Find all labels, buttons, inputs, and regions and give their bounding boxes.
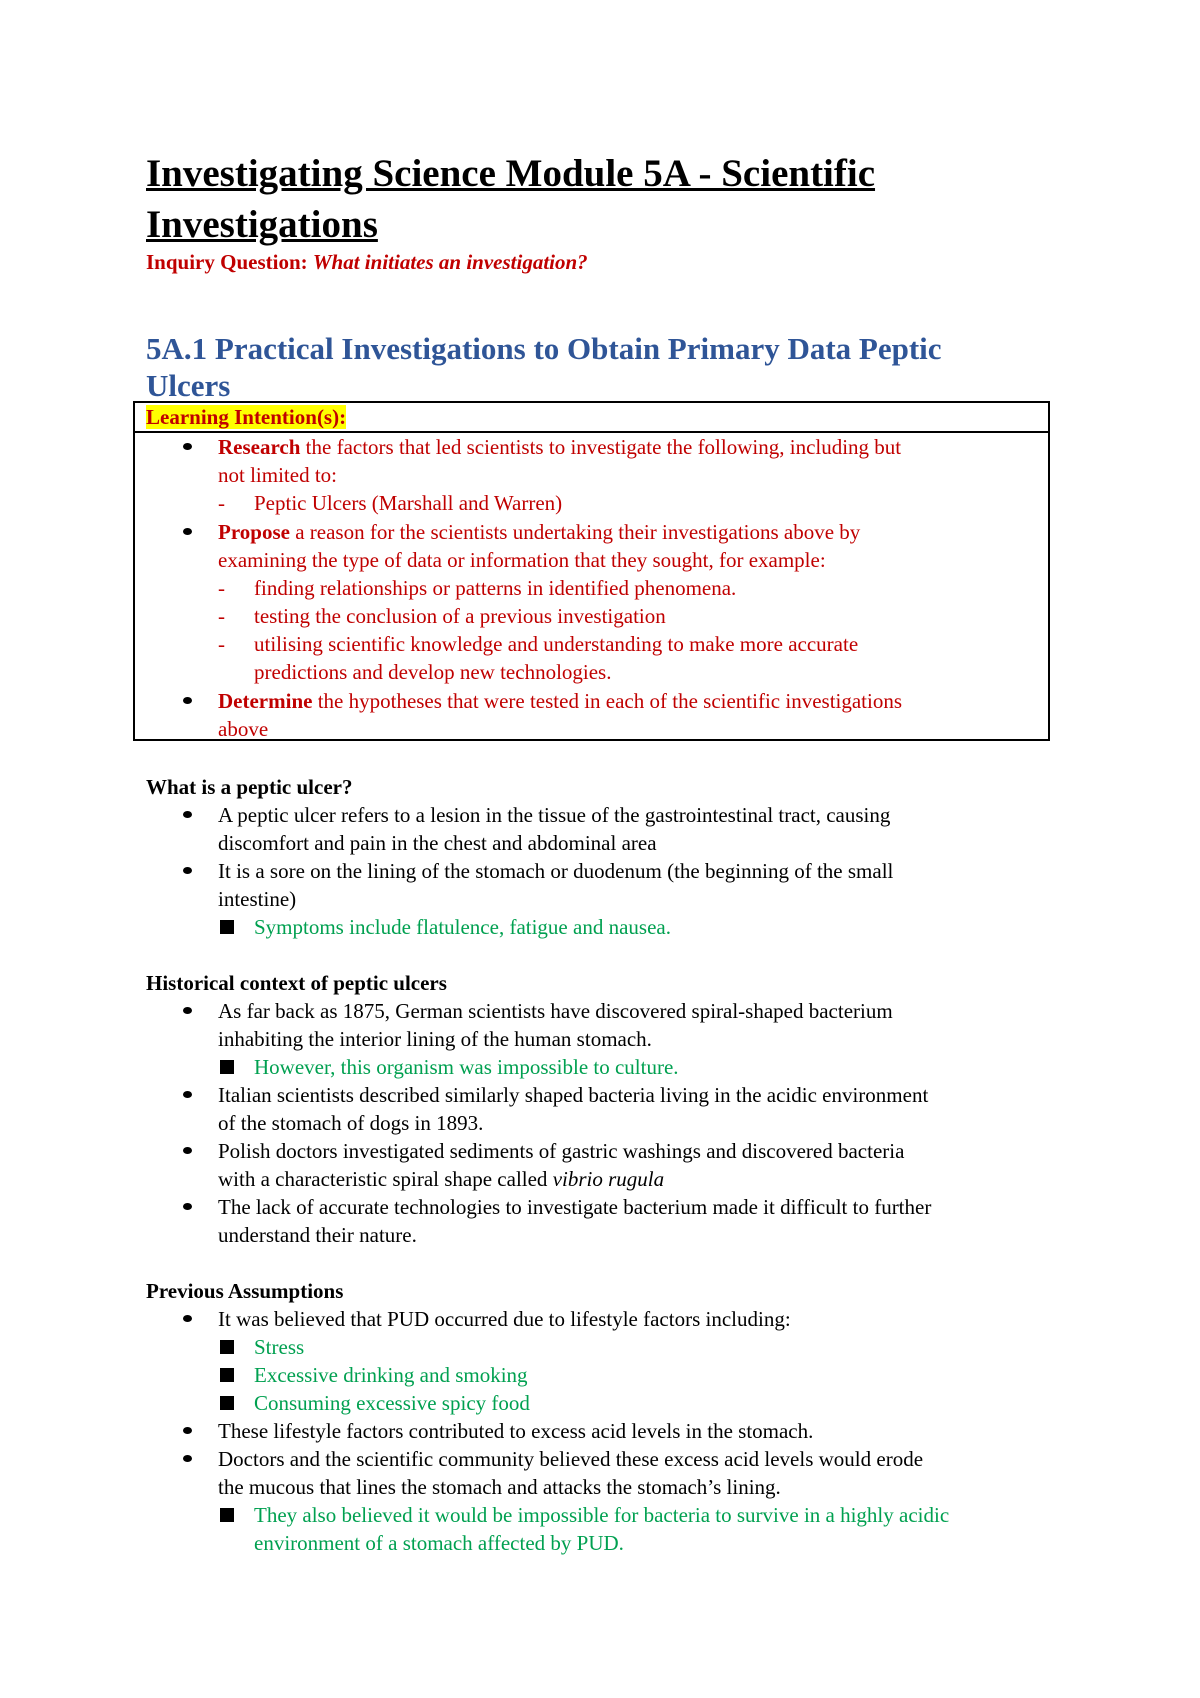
history-item-2-cont: of the stomach of dogs in 1893. [218, 1111, 484, 1135]
heading-peptic-ulcer: What is a peptic ulcer? [146, 775, 353, 799]
peptic-item-2-cont: intestine) [218, 887, 297, 911]
history-item-1-cont: inhabiting the interior lining of the human stomach. [218, 1027, 652, 1051]
assumption-sub-stress: Stress [254, 1335, 305, 1359]
bullet-dot [183, 1203, 192, 1210]
li-item-research-cont: not limited to: [218, 463, 337, 487]
title-line-2: Investigations [146, 203, 378, 246]
bullet-dot [183, 1455, 192, 1462]
assumption-sub-acidic: They also believed it would be impossible for bacteria to survive in a highly acidic [254, 1503, 950, 1527]
dash-marker: - [218, 604, 225, 628]
assumption-item-3-cont: the mucous that lines the stomach and attacks the stomach’s lining. [218, 1475, 781, 1499]
history-item-3: Polish doctors investigated sediments of gastric washings and discovered bacteria [218, 1139, 905, 1163]
title-line-1: Investigating Science Module 5A - Scientific [146, 152, 876, 195]
heading-historical-context: Historical context of peptic ulcers [146, 971, 447, 995]
bullet-dot [183, 1315, 192, 1322]
bullet-dot [183, 697, 192, 704]
peptic-item-1: A peptic ulcer refers to a lesion in the tissue of the gastrointestinal tract, causing [218, 803, 891, 827]
li-item-propose-cont: examining the type of data or information that they sought, for example: [218, 548, 826, 572]
dash-marker: - [218, 491, 225, 515]
assumption-item-2: These lifestyle factors contributed to excess acid levels in the stomach. [218, 1419, 814, 1443]
learning-intention-header: Learning Intention(s): [135, 403, 1048, 433]
peptic-item-1-cont: discomfort and pain in the chest and abdominal area [218, 831, 657, 855]
peptic-item-2: It is a sore on the lining of the stomach or duodenum (the beginning of the small [218, 859, 894, 883]
li-sub-testing: testing the conclusion of a previous investigation [254, 604, 666, 628]
li-item-determine-cont: above [218, 717, 269, 741]
history-item-3-cont: with a characteristic spiral shape called vibrio rugula [218, 1167, 665, 1191]
assumption-sub-drinking: Excessive drinking and smoking [254, 1363, 528, 1387]
inquiry-question [146, 250, 588, 275]
bullet-dot [183, 1091, 192, 1098]
li-sub-utilising: utilising scientific knowledge and understanding to make more accurate [254, 632, 859, 656]
section-title-line-2: Ulcers [146, 368, 231, 403]
history-item-4: The lack of accurate technologies to investigate bacterium made it difficult to further [218, 1195, 932, 1219]
assumption-item-1: It was believed that PUD occurred due to lifestyle factors including: [218, 1307, 791, 1331]
square-bullet [220, 1340, 234, 1354]
square-bullet [220, 1060, 234, 1074]
bullet-dot [183, 1007, 192, 1014]
assumption-sub-acidic-cont: environment of a stomach affected by PUD. [254, 1531, 624, 1555]
li-sub-peptic-ulcers: Peptic Ulcers (Marshall and Warren) [254, 491, 563, 515]
square-bullet [220, 1368, 234, 1382]
bullet-dot [183, 528, 192, 535]
dash-marker: - [218, 576, 225, 600]
li-sub-utilising-cont: predictions and develop new technologies. [254, 660, 612, 684]
assumption-item-3: Doctors and the scientific community believed these excess acid levels would erode [218, 1447, 924, 1471]
section-title [146, 330, 1026, 404]
bullet-dot [183, 443, 192, 450]
inquiry-label: Inquiry Question: [146, 250, 313, 274]
history-item-1: As far back as 1875, German scientists have discovered spiral-shaped bacterium [218, 999, 893, 1023]
li-item-research: Research the factors that led scientists to investigate the following, including but [218, 435, 902, 459]
assumption-sub-spicy: Consuming excessive spicy food [254, 1391, 530, 1415]
bullet-dot [183, 811, 192, 818]
bullet-dot [183, 1427, 192, 1434]
li-item-propose: Propose a reason for the scientists undertaking their investigations above by [218, 520, 861, 544]
dash-marker: - [218, 632, 225, 656]
bullet-dot [183, 867, 192, 874]
li-item-determine: Determine the hypotheses that were tested in each of the scientific investigations [218, 689, 903, 713]
history-item-4-cont: understand their nature. [218, 1223, 417, 1247]
square-bullet [220, 920, 234, 934]
inquiry-text: What initiates an investigation? [312, 250, 588, 274]
peptic-sub-symptoms: Symptoms include flatulence, fatigue and nausea. [254, 915, 671, 939]
document-title [146, 148, 1046, 250]
bullet-dot [183, 1147, 192, 1154]
square-bullet [220, 1508, 234, 1522]
history-item-2: Italian scientists described similarly shaped bacteria living in the acidic environment [218, 1083, 929, 1107]
heading-previous-assumptions: Previous Assumptions [146, 1279, 344, 1303]
square-bullet [220, 1396, 234, 1410]
section-title-line-1: 5A.1 Practical Investigations to Obtain Primary Data Peptic [146, 331, 942, 366]
vibrio-rugula-term: vibrio rugula [552, 1167, 665, 1191]
history-sub-culture: However, this organism was impossible to culture. [254, 1055, 679, 1079]
li-sub-relationships: finding relationships or patterns in identified phenomena. [254, 576, 737, 600]
